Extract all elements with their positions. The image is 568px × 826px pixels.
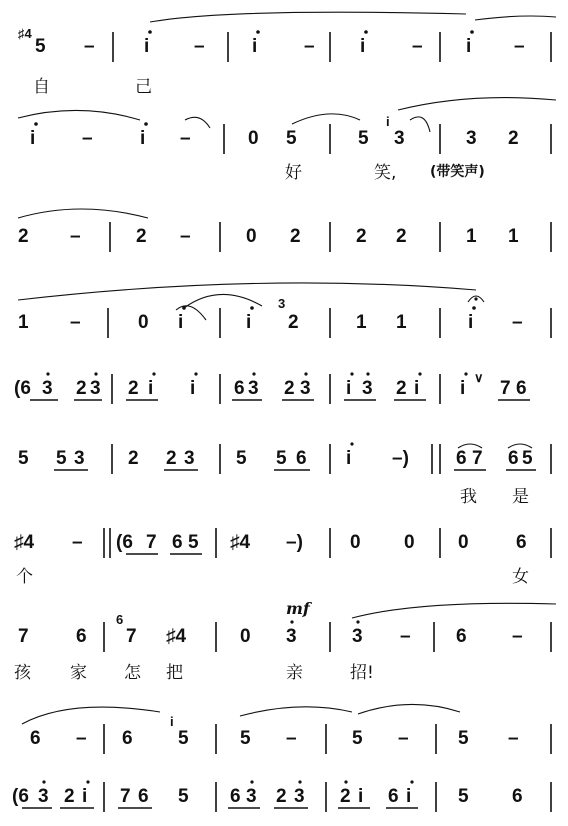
- note: 1: [396, 312, 407, 333]
- note: 5: [358, 128, 369, 149]
- lyric: 是: [512, 487, 529, 507]
- tie-slur: [150, 12, 466, 22]
- note: 6: [122, 728, 133, 749]
- lyric: 自: [33, 77, 50, 97]
- note: 3: [352, 626, 363, 647]
- note: 5: [458, 728, 469, 749]
- score-row-5: [14, 370, 530, 404]
- lyric: 怎: [124, 663, 141, 683]
- dash: –: [514, 36, 525, 57]
- note: 2: [396, 378, 407, 399]
- score-row-6: [18, 444, 551, 507]
- note: (6: [116, 532, 133, 553]
- note: 5: [188, 532, 199, 553]
- note: ♯4: [14, 532, 35, 553]
- dash: –: [398, 728, 409, 749]
- note: i: [30, 128, 36, 149]
- note: i: [246, 312, 252, 333]
- note: i: [252, 36, 258, 57]
- note: 5: [276, 448, 287, 469]
- lyric: 家: [70, 663, 87, 683]
- note: 7: [500, 378, 511, 399]
- score-row-1: [18, 12, 556, 97]
- note: 5: [18, 448, 29, 469]
- note: 2: [290, 226, 301, 247]
- grace-note: 6: [116, 612, 124, 627]
- note: 0: [246, 226, 257, 247]
- note: 2: [128, 448, 139, 469]
- note: (6: [14, 378, 31, 399]
- note: 3: [300, 378, 311, 399]
- note: 6: [516, 532, 527, 553]
- note: 5: [236, 448, 247, 469]
- note: 2: [396, 226, 407, 247]
- note: 6: [138, 786, 149, 807]
- note: i: [460, 378, 466, 399]
- note: 2: [18, 226, 29, 247]
- note: 5: [286, 128, 297, 149]
- tie-slur: [358, 704, 460, 714]
- dash: –: [286, 728, 297, 749]
- note: i: [190, 378, 196, 399]
- tie-slur: [240, 707, 352, 716]
- dash: –: [84, 36, 95, 57]
- score-row-9: [22, 704, 551, 754]
- dynamic-marking: mf: [286, 599, 310, 618]
- score-row-4: [18, 283, 551, 338]
- note: 7: [126, 626, 137, 647]
- lyric: 好: [285, 163, 302, 183]
- note: 2: [340, 786, 351, 807]
- note: 2: [136, 226, 147, 247]
- note: 2: [288, 312, 299, 333]
- score-row-3: [18, 209, 551, 252]
- lyric: 亲: [286, 663, 303, 683]
- note: 5: [178, 786, 189, 807]
- note: 6: [76, 626, 87, 647]
- breath-slur: [185, 117, 210, 128]
- score-row-8: [14, 599, 556, 683]
- note: 3: [184, 448, 195, 469]
- tie-slur: [292, 114, 360, 124]
- note: i: [358, 786, 364, 807]
- lyric: 笑,: [374, 163, 397, 183]
- note: 3: [90, 378, 101, 399]
- fermata-dot: [474, 297, 477, 300]
- tie-slur: [22, 707, 160, 724]
- note: 3: [248, 378, 259, 399]
- dash: –: [512, 312, 523, 333]
- lyric: 招!: [350, 663, 374, 683]
- note: 3: [246, 786, 257, 807]
- note: i: [360, 36, 366, 57]
- dash: –: [72, 532, 83, 553]
- note: 2: [166, 448, 177, 469]
- dash: –: [512, 626, 523, 647]
- note: 3: [38, 786, 49, 807]
- note: i: [414, 378, 420, 399]
- note: 0: [138, 312, 149, 333]
- lyric: 女: [512, 567, 529, 587]
- note: ♯4: [230, 532, 251, 553]
- note: 3: [74, 448, 85, 469]
- note: 3: [394, 128, 405, 149]
- note: 2: [276, 786, 287, 807]
- note: 6: [512, 786, 523, 807]
- note: 2: [64, 786, 75, 807]
- note: 1: [356, 312, 367, 333]
- note: 2: [356, 226, 367, 247]
- lyric: 我: [460, 487, 477, 507]
- note: 7: [120, 786, 131, 807]
- note: i: [140, 128, 146, 149]
- lyric-annotation: (带笑声): [430, 164, 485, 180]
- lyric: 己: [135, 77, 152, 97]
- lyric: 个: [16, 567, 33, 587]
- dash: –: [76, 728, 87, 749]
- note: 3: [362, 378, 373, 399]
- dash: –: [400, 626, 411, 647]
- note: i: [346, 448, 352, 469]
- note: 6: [456, 626, 467, 647]
- tie-slur: [475, 16, 556, 20]
- note: 5: [352, 728, 363, 749]
- note: 2: [76, 378, 87, 399]
- dash: –: [180, 226, 191, 247]
- note: 6: [296, 448, 307, 469]
- note: i: [346, 378, 352, 399]
- note: 6: [172, 532, 183, 553]
- note: 3: [294, 786, 305, 807]
- tie-slur: [18, 209, 148, 218]
- lyric: 孩: [14, 663, 31, 683]
- tie-slur: [352, 603, 556, 618]
- note: 5: [240, 728, 251, 749]
- dash: –: [508, 728, 519, 749]
- breath-slur: [410, 117, 430, 132]
- note: i: [468, 312, 474, 333]
- note: 5: [178, 728, 189, 749]
- note: 5: [35, 36, 46, 57]
- tie-slur: [184, 294, 262, 308]
- note: 6: [516, 378, 527, 399]
- dash-close: –): [286, 532, 303, 553]
- note: i: [406, 786, 412, 807]
- dash: –: [304, 36, 315, 57]
- grace-note: 3: [278, 296, 286, 311]
- note: 0: [248, 128, 259, 149]
- note: ♯4: [166, 626, 187, 647]
- note: 1: [508, 226, 519, 247]
- dash: –: [70, 312, 81, 333]
- note: 6: [234, 378, 245, 399]
- note: (6: [12, 786, 29, 807]
- dash: –: [82, 128, 93, 149]
- breath-mark: ∨: [474, 370, 484, 385]
- sharp-grace-note: ♯4: [18, 26, 32, 41]
- note: 3: [466, 128, 477, 149]
- note: 7: [146, 532, 157, 553]
- note: i: [82, 786, 88, 807]
- dash: –: [194, 36, 205, 57]
- lyric: 把: [166, 663, 183, 683]
- note: i: [144, 36, 150, 57]
- note: 5: [522, 448, 533, 469]
- note: 7: [472, 448, 483, 469]
- tie-slur: [398, 98, 556, 110]
- score-row-10: [12, 782, 551, 812]
- dash: –: [412, 36, 423, 57]
- note: 2: [508, 128, 519, 149]
- note: 3: [286, 626, 297, 647]
- note: 0: [458, 532, 469, 553]
- score-row-7: [14, 528, 551, 587]
- note: 1: [18, 312, 29, 333]
- note: i: [466, 36, 472, 57]
- tie-slur: [18, 110, 140, 120]
- note: i: [148, 378, 154, 399]
- note: 0: [350, 532, 361, 553]
- dash: –: [70, 226, 81, 247]
- note: 6: [508, 448, 519, 469]
- note: 0: [404, 532, 415, 553]
- note: 2: [128, 378, 139, 399]
- note: 6: [456, 448, 467, 469]
- tie-slur: [18, 283, 476, 300]
- note: 6: [230, 786, 241, 807]
- note: 3: [42, 378, 53, 399]
- note: 7: [18, 626, 29, 647]
- score-row-2: [18, 98, 556, 183]
- note: 1: [466, 226, 477, 247]
- dash: –: [180, 128, 191, 149]
- note: 6: [388, 786, 399, 807]
- note: i: [178, 312, 184, 333]
- note: 6: [30, 728, 41, 749]
- note: 0: [240, 626, 251, 647]
- note: 5: [458, 786, 469, 807]
- grace-note: i: [386, 114, 390, 129]
- dash-close: –): [392, 448, 409, 469]
- grace-note: i: [170, 714, 174, 729]
- note: 5: [56, 448, 67, 469]
- note: 2: [284, 378, 295, 399]
